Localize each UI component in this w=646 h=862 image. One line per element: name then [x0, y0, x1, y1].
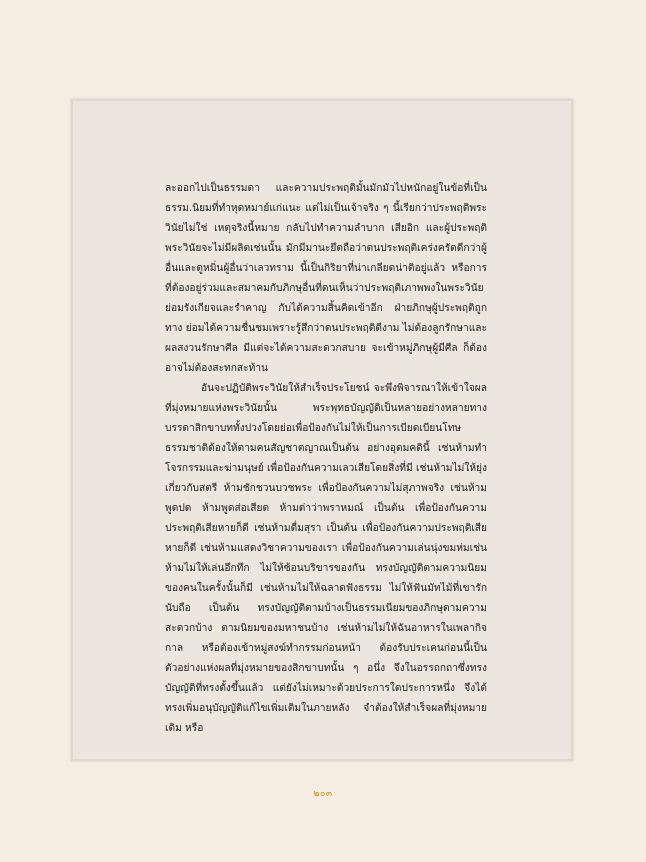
paragraph-2: อันจะปฏิบัติพระวินัยให้สำเร็จประโยชน์ จะพึงพิจารณาให้เข้าใจผลที่มุ่งหมายแห่งพระวินัยนั้น พระพุทธบัญญัติเป็นหลายอย่างหลายทาง บรรดาสิกขาบททั้งปวงโดยย่อเพื่อป้องกันไม่ให้เป็นการเบียดเบียนโทษ ธรรมชาติต้องให้ตามคนสัญชาตญาณเป็นต้น อย่างอุดมคตินี้ เช่นห้ามทำโจรกรรมและฆ่ามนุษย์ เพื่อป้องกันความเลวเสียโดยสิ่งที่มี เช่นห้ามไม่ให้ยุ่งเกี่ยวกับสตรี ห้ามชักชวนบวชพระ เพื่อป้องกันความไม่สุภาพจริง เช่นห้ามพูดปด ห้ามพูดส่อเสียด ห้ามด่าว่าพราหมณ์ เป็นต้น เพื่อป้องกันความประพฤติเสียหายก็ดี เช่นห้ามดื่มสุรา เป็นต้น เพื่อป้องกันความประพฤติเสียหายก็ดี เช่นห้ามแสดงวิชาความของเรา เพื่อป้องกันความเล่นนุ่งขมห่มเช่น ห้ามไม่ให้เล่นอึกทึก ไม่ให้ซ้อนบริขารของกัน ทรงบัญญัติตามความนิยมของคนในครั้งนั้นก็มี เช่นห้ามไม่ให้ฉลาดฟังธรรม ไม่ให้ฟันมัทไม้ที่เขารักนับถือ เป็นต้น ทรงบัญญัติตามบ้างเป็นธรรมเนียมของภิกษุตามความสะดวกบ้าง ตามนิยมของมหาชนบ้าง เช่นห้ามไม่ให้ฉันอาหารในเพลากิจกาล หรือต้องเข้าหมู่สงฆ์ทำกรรมก่อนหน้า ต้องรับประเคนก่อนนี้เป็นตัวอย่างแห่งผลที่มุ่งหมายของสิกขาบทนั้น ๆ อนึ่ง จึงในอรรถกถาซึ่งทรงบัญญัติที่ทรงตั้งขึ้นแล้ว แต่ยังไม่เหมาะด้วยประการใดประการหนึ่ง จึงได้ทรงเพิ่มอนุบัญญัติแก้ไขเพิ่มเติมในภายหลัง จำต้องให้สำเร็จผลที่มุ่งหมายเดิม หรือ: [165, 383, 487, 734]
body-text: [165, 179, 487, 739]
paragraph-1: ละออกไปเป็นธรรมดา และความประพฤติมั้นมักมัวไปหนักอยู่ในข้อที่เป็นธรรม.นิยมที่ทำหุดหมาย์แก่แนะ แต่ไม่เป็นเจ้าจริง ๆ นี้เรียกว่าประพฤติพระวินัยไม่ใช่ เหตุจริงนี้หมาย กลับไปทำความลำบาก เสียอิก และผู้ประพฤติพระวินัยจะไม่มีผลิตเช่นนั้น มักมีมานะยึดถือว่าดนประพฤติเคร่งครัดดีกว่าผู้อื่นและดูหมิ่นผู้อื่นว่าเลวทราม นี้เป็นกิริยาที่น่าเกลียดน่าติอยู่แล้ว หรือการที่ต้องอยู่ร่วมและสมาคมกับภิกษุอื่นที่ดนเห็นว่าประพฤติเภาพพงในพระวินัย ย่อมรังเกียจและรำคาญ กับได้ความสิ้นคิดเข้าอีก ฝ่ายภิกษุผู้ประพฤติถูกทาง ย่อมได้ความชื่นชมเพราะรู้สึกว่าดนประพฤติดีงาม ไม่ต้องลูกรักษาและผลสงวนรักษาศีล มีแต่จะได้ความสะดวกสบาย จะเข้าหมู่ภิกษุผู้มีศีล ก็ต้องอาจไม่ต้องสะทกสะท้าน: [165, 183, 487, 374]
book-page: [71, 99, 573, 761]
page-number: ๒๐๓: [313, 789, 333, 799]
